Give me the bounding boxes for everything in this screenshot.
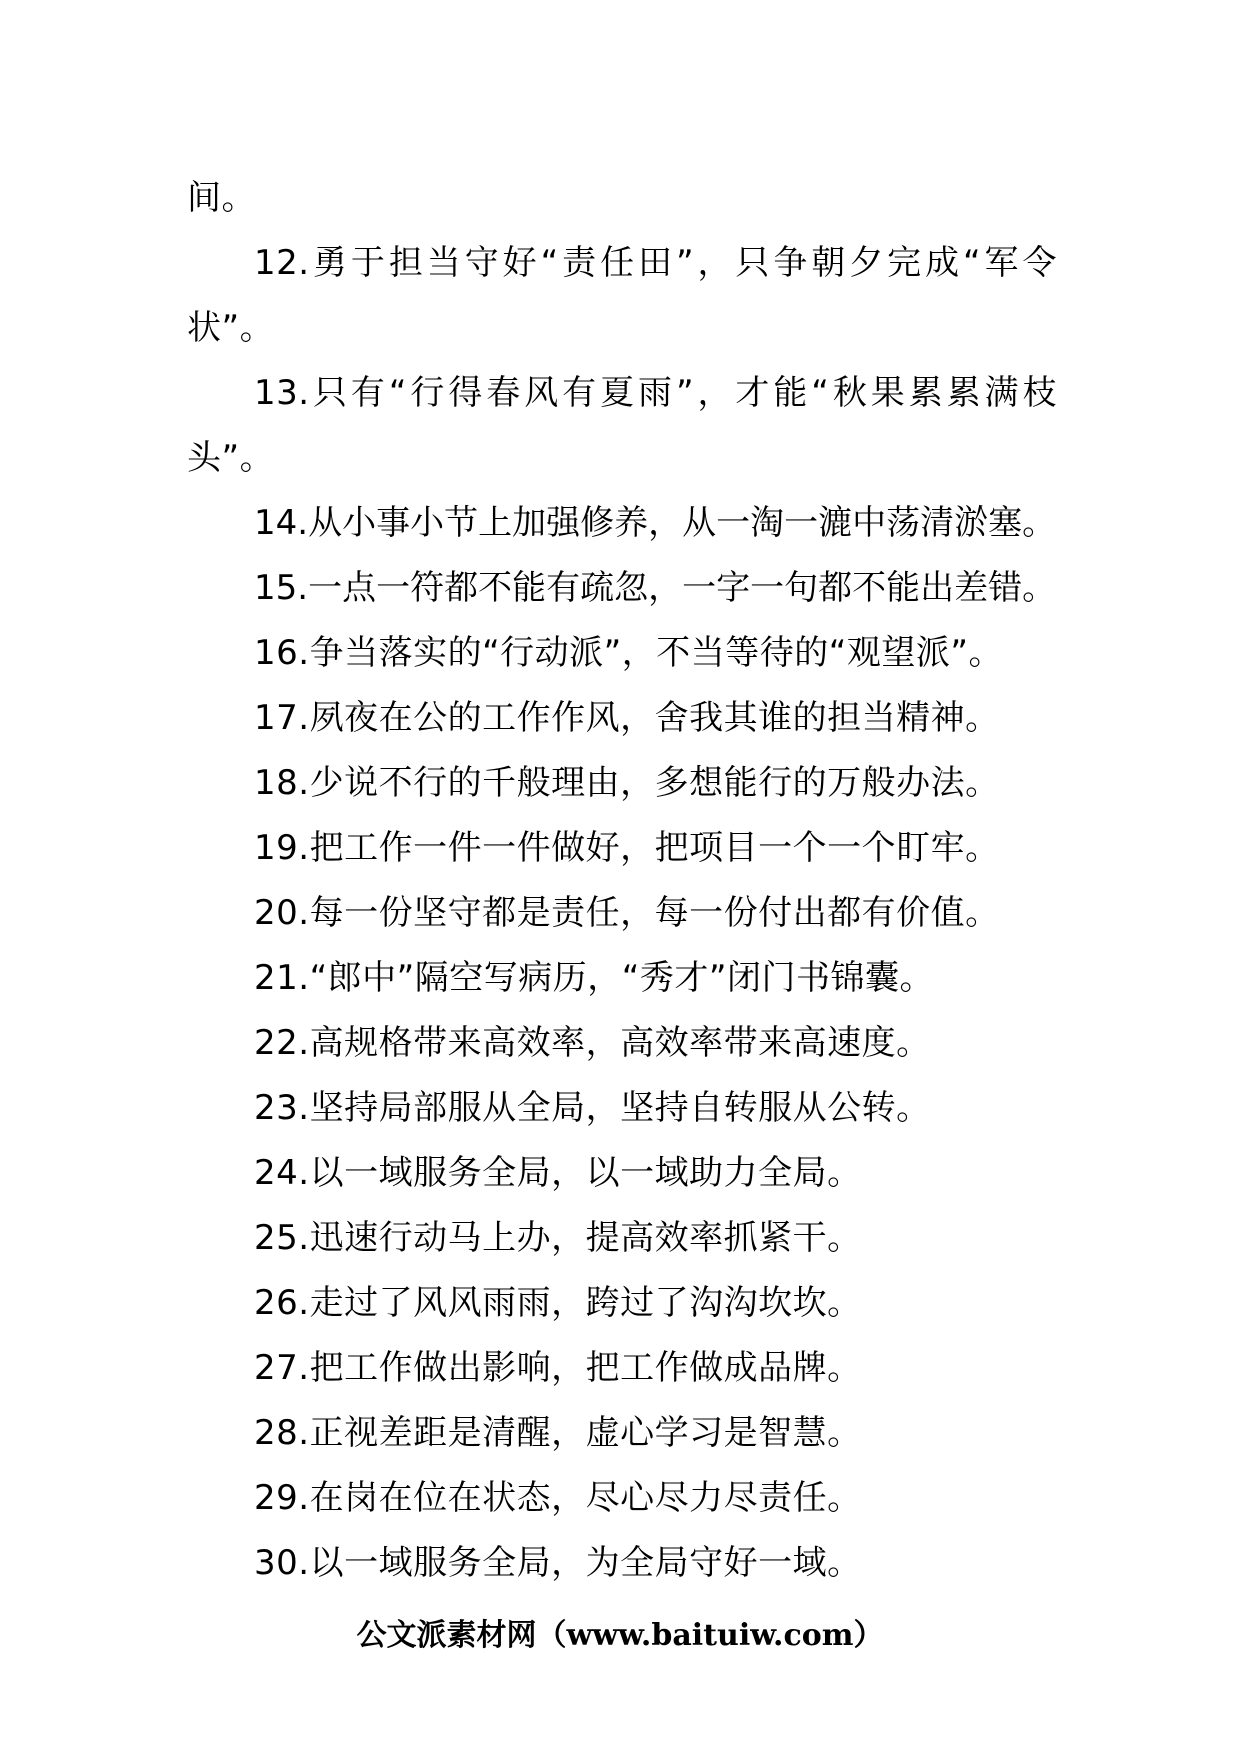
text-line: 15.一点一符都不能有疏忽，一字一句都不能出差错。 <box>254 568 1057 608</box>
text-line: 21.“郎中”隔空写病历，“秀才”闭门书锦囊。 <box>254 958 935 998</box>
text-line: 19.把工作一件一件做好，把项目一个一个盯牢。 <box>254 828 1000 868</box>
text-line: 25.迅速行动马上办，提高效率抓紧干。 <box>254 1218 862 1258</box>
text-line: 13.只有“行得春风有夏雨”，才能“秋果累累满枝 <box>254 373 1057 413</box>
text-line: 16.争当落实的“行动派”，不当等待的“观望派”。 <box>254 633 1004 673</box>
page-footer: 公文派素材网（www.baituiw.com） <box>356 1618 884 1653</box>
document-body <box>187 166 1057 1596</box>
text-line: 14.从小事小节上加强修养，从一淘一漉中荡清淤塞。 <box>254 503 1057 543</box>
text-line: 24.以一域服务全局，以一域助力全局。 <box>254 1153 862 1193</box>
text-line: 17.夙夜在公的工作作风，舍我其谁的担当精神。 <box>254 698 1000 738</box>
text-line: 27.把工作做出影响，把工作做成品牌。 <box>254 1348 862 1388</box>
text-line: 29.在岗在位在状态，尽心尽力尽责任。 <box>254 1478 862 1518</box>
text-line: 12.勇于担当守好“责任田”，只争朝夕完成“军令 <box>254 243 1057 283</box>
text-line: 26.走过了风风雨雨，跨过了沟沟坎坎。 <box>254 1283 862 1323</box>
text-line: 22.高规格带来高效率，高效率带来高速度。 <box>254 1023 931 1063</box>
text-line: 间。 <box>187 178 256 218</box>
text-line: 状”。 <box>187 308 275 348</box>
text-line: 20.每一份坚守都是责任，每一份付出都有价值。 <box>254 893 1000 933</box>
text-line: 28.正视差距是清醒，虚心学习是智慧。 <box>254 1413 862 1453</box>
text-line: 23.坚持局部服从全局，坚持自转服从公转。 <box>254 1088 931 1128</box>
text-line: 30.以一域服务全局，为全局守好一域。 <box>254 1543 862 1583</box>
text-line: 头”。 <box>187 438 275 478</box>
text-line: 18.少说不行的千般理由，多想能行的万般办法。 <box>254 763 1000 803</box>
